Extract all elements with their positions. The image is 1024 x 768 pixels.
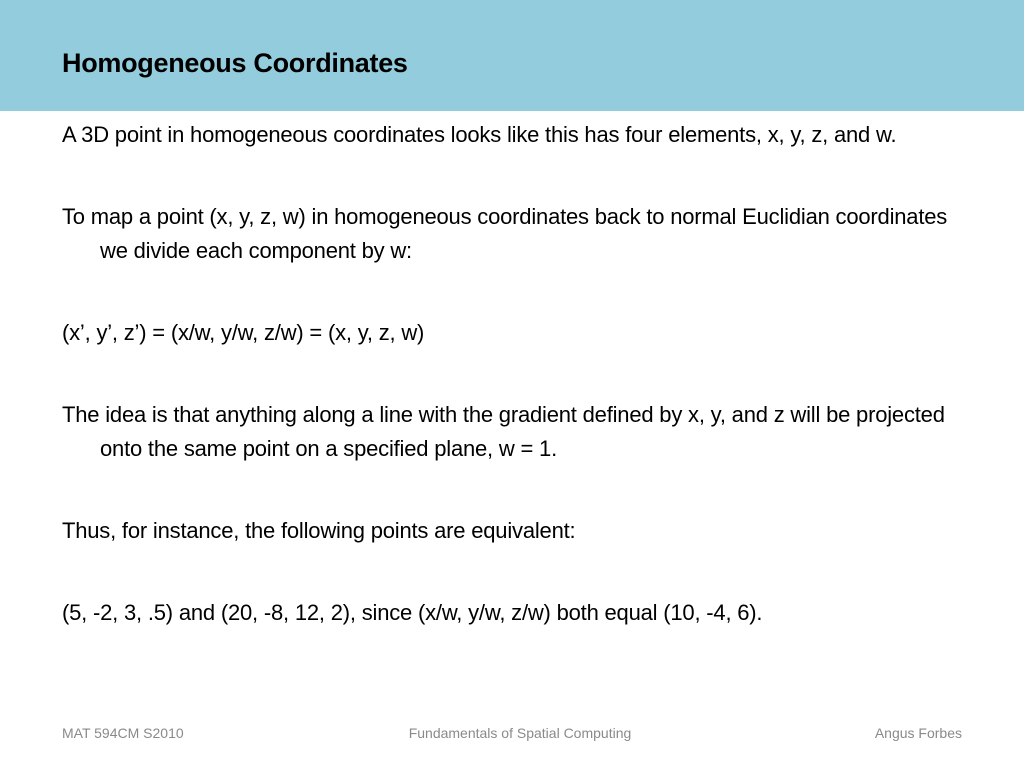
paragraph-example: (5, -2, 3, .5) and (20, -8, 12, 2), since (x/w, y/w, z/w) both equal (10, -4, 6).	[62, 600, 763, 625]
paragraph-map-to-euclidean: To map a point (x, y, z, w) in homogeneous coordinates back to normal Euclidian coordinates we divide each component by w:	[62, 204, 948, 263]
footer-course-title: Fundamentals of Spatial Computing	[408, 725, 632, 741]
footer-course: MAT 594CM S2010	[62, 725, 184, 741]
footer	[0, 722, 1024, 744]
slide-body	[62, 118, 974, 630]
paragraph-equivalent-intro: Thus, for instance, the following points are equivalent:	[62, 518, 576, 543]
paragraph-formula: (x’, y’, z’) = (x/w, y/w, z/w) = (x, y, z, w)	[62, 320, 425, 345]
paragraph-projection-idea: The idea is that anything along a line with the gradient defined by x, y, and z will be projected onto the same point on a specified plane, w = 1.	[62, 402, 945, 461]
paragraph-homogeneous-point: A 3D point in homogeneous coordinates looks like this has four elements, x, y, z, and w.	[62, 122, 897, 147]
header-band	[0, 0, 1024, 111]
footer-author: Angus Forbes	[874, 725, 962, 741]
slide-title: Homogeneous Coordinates	[62, 48, 408, 78]
